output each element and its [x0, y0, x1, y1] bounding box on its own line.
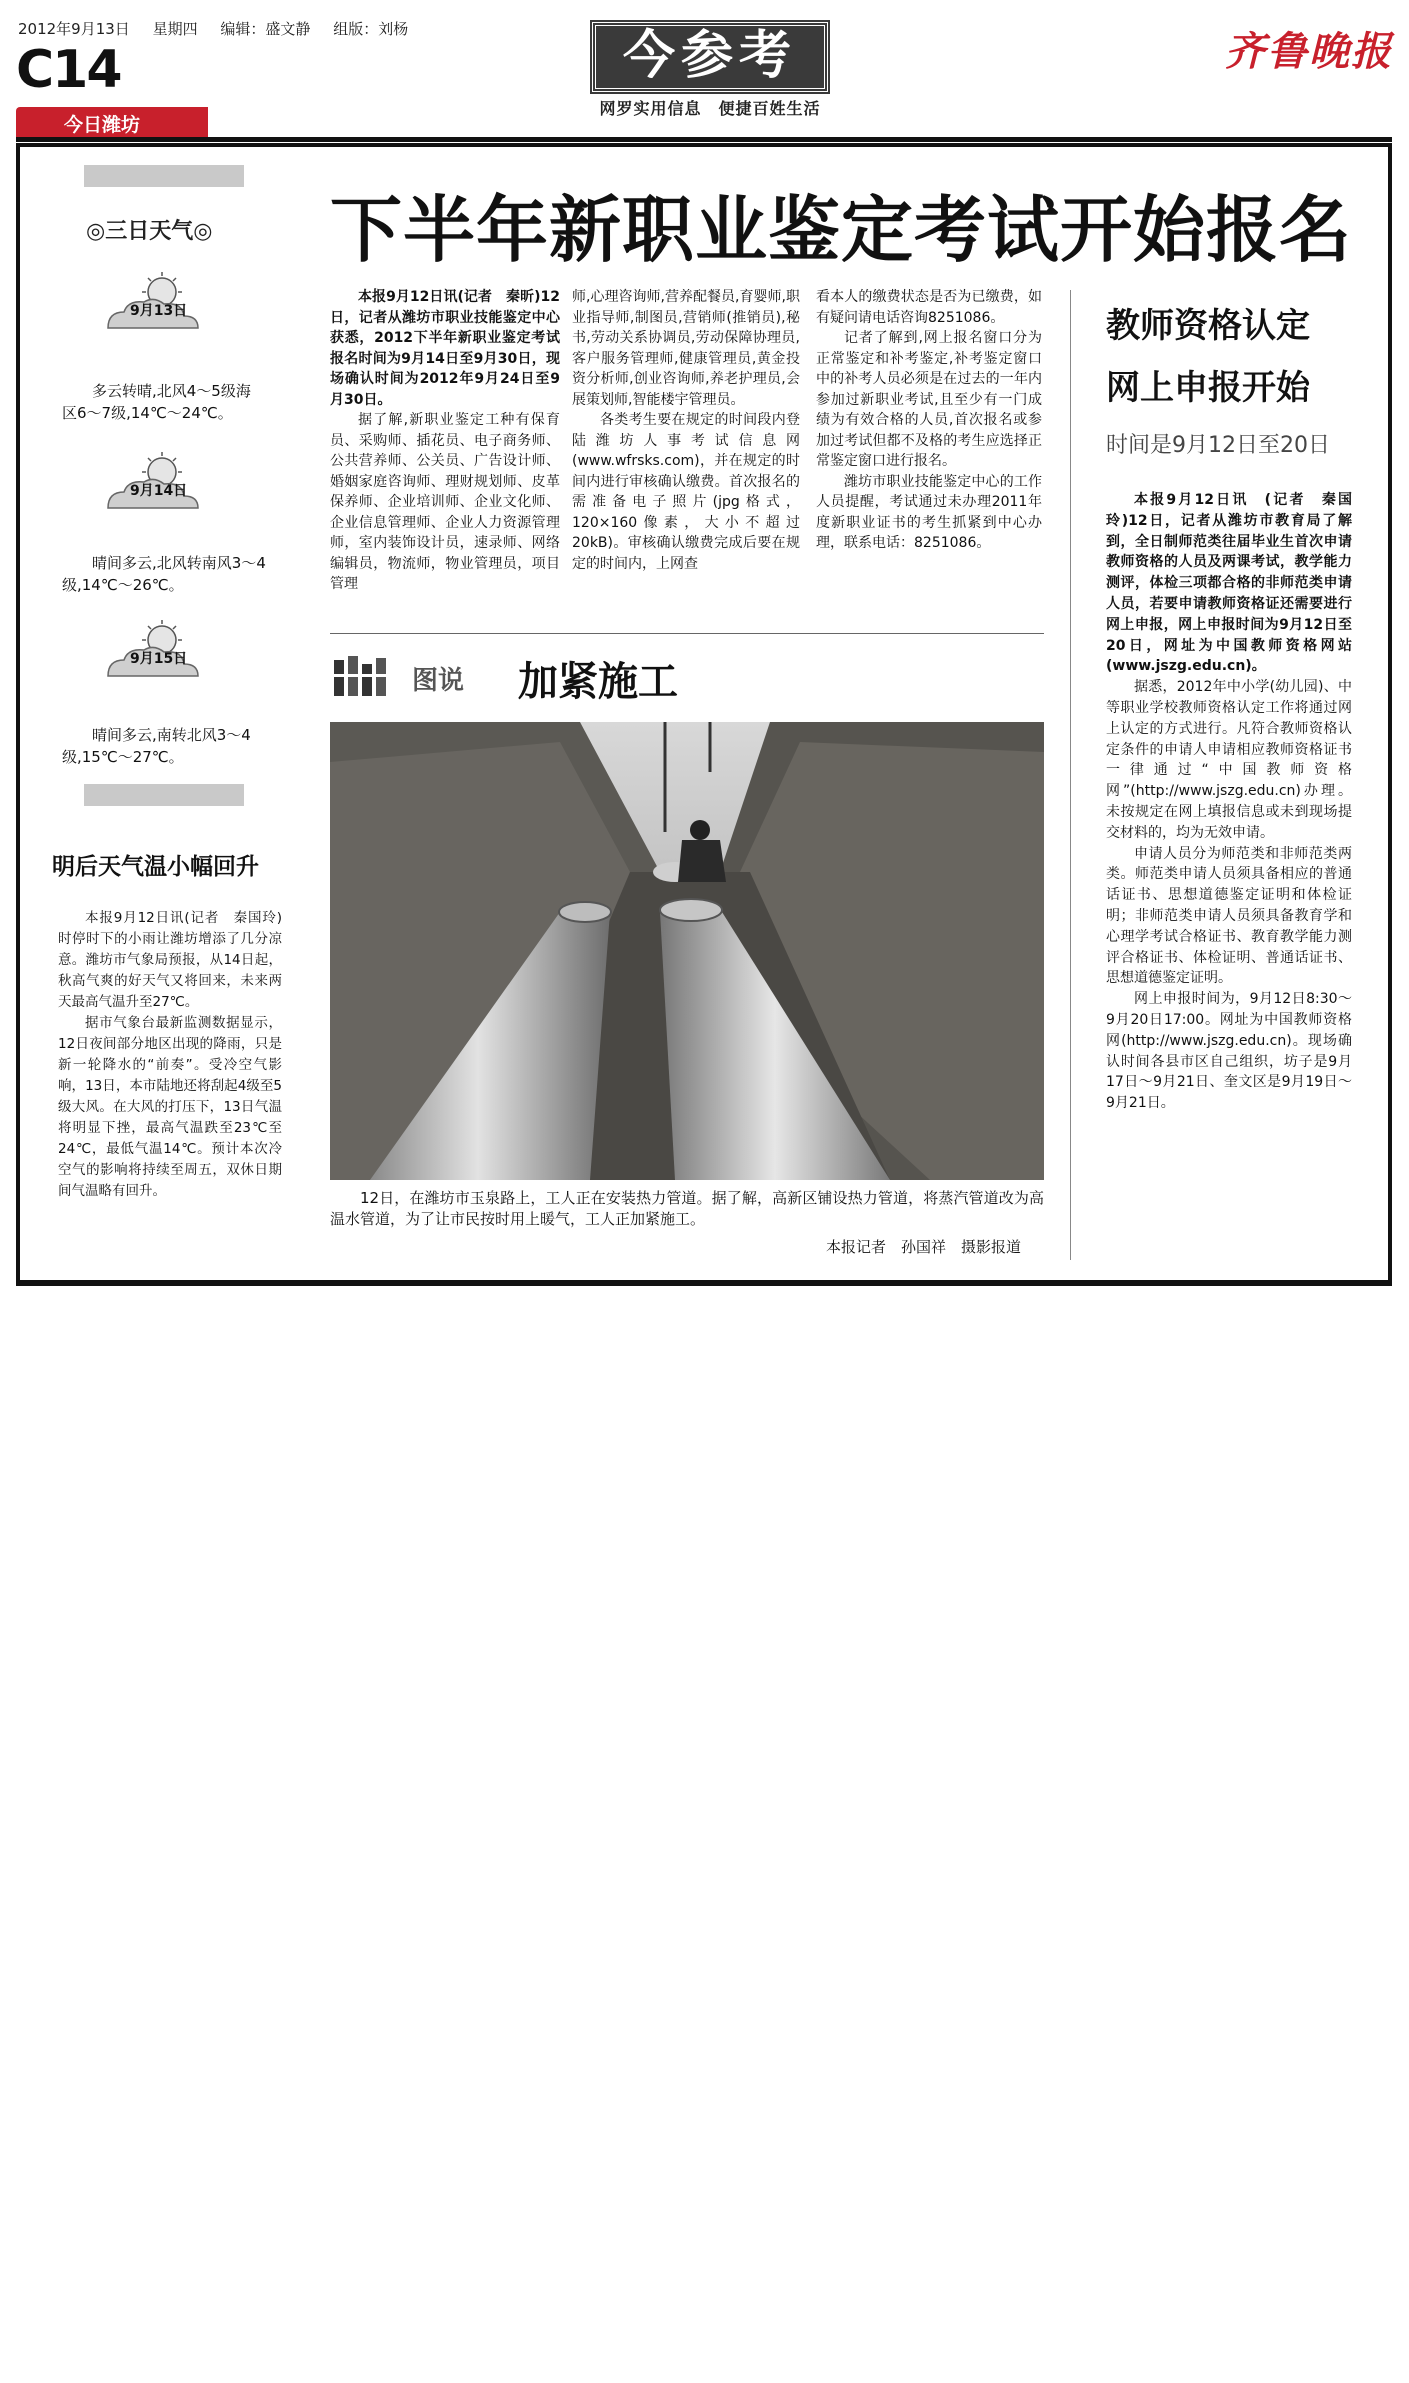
layout-credit: 组版：刘杨 — [333, 20, 409, 38]
main-story-paragraph-5: 看本人的缴费状态是否为已缴费，如有疑问请电话咨询8251086。 — [816, 289, 1042, 326]
weather-text-3: 晴间多云,南转北风3～4级,15℃～27℃。 — [62, 726, 251, 766]
camera-icon — [332, 652, 402, 700]
section-tab: 今日潍坊 — [16, 107, 208, 137]
weather-text-1: 多云转晴,北风4～5级海区6～7级,14℃～24℃。 — [62, 382, 251, 422]
weather-date-1: 9月13日 — [130, 303, 188, 319]
right-story-headline-1: 教师资格认定 — [1106, 306, 1310, 346]
issue-weekday: 星期四 — [152, 20, 198, 38]
page-number: C14 — [16, 40, 121, 100]
main-story-paragraph-3: 师,心理咨询师,营养配餐员,育婴师,职业指导师,制图员,营销师(推销员),秘书,劳动关系协调员,劳动保障协理员,客户服务管理师,健康管理员,黄金投资分析师,创业咨询师,养老护理员,会展策划师,智能楼宇管理员。 — [572, 289, 800, 408]
right-story-body — [1106, 490, 1352, 1114]
column-masthead — [592, 22, 828, 118]
right-story-subhead: 时间是9月12日至20日 — [1106, 433, 1330, 458]
editor-credit: 编辑：盛文静 — [220, 20, 311, 38]
weather-date-2: 9月14日 — [130, 483, 188, 499]
main-story-paragraph-1: 本报9月12日讯(记者 秦昕)12日，记者从潍坊市职业技能鉴定中心获悉，2012下半年新职业鉴定考试报名时间为9月14日至9月30日，现场确认时间为2012年9月24日至9月30日。 — [330, 289, 560, 408]
weather-day-1 — [102, 270, 208, 340]
main-story-paragraph-6: 记者了解到,网上报名窗口分为正常鉴定和补考鉴定,补考鉴定窗口中的补考人员必须是在过去的一年内参加过新职业考试,且至少有一门成绩为有效合格的人员,首次报名或参加过考试但都不及格的考生应选择正常鉴定窗口进行报名。 — [816, 330, 1042, 469]
header-rule — [16, 137, 1392, 142]
newspaper-logo: 齐鲁晚报 — [1225, 28, 1393, 75]
weather-text-2: 晴间多云,北风转南风3～4级,14℃～26℃。 — [62, 554, 266, 594]
photo-story-title: 加紧施工 — [518, 659, 678, 705]
page-header-meta — [18, 18, 426, 39]
main-story-col-3 — [816, 287, 1042, 554]
right-story-paragraph-3: 申请人员分为师范类和非师范类两类。师范类申请人员须具备相应的普通话证书、思想道德鉴定证明和体检证明；非师范类申请人员须具备教育学和心理学考试合格证书、教育教学能力测评合格证书、体检证明、普通话证书、思想道德鉴定证明。 — [1106, 845, 1352, 987]
section-divider — [330, 633, 1044, 634]
main-headline: 下半年新职业鉴定考试开始报名 — [330, 188, 1353, 272]
photo-caption: 12日，在潍坊市玉泉路上，工人正在安装热力管道。据了解，高新区铺设热力管道，将蒸汽管道改为高温水管道，为了让市民按时用上暖气，工人正加紧施工。 — [330, 1189, 1044, 1228]
right-story-paragraph-2: 据悉，2012年中小学(幼儿园)、中等职业学校教师资格认定工作将通过网上认定的方式进行。凡符合教师资格认定条件的申请人申请相应教师资格证书一律通过“中国教师资格网”(http://www.jszg.edu.cn)办理。未按规定在网上填报信息或未到现场提交材料的，均为无效申请。 — [1106, 679, 1352, 841]
right-story-paragraph-4: 网上申报时间为，9月12日8:30～9月20日17:00。网址为中国教师资格网(http://www.jszg.edu.cn)。现场确认时间各县市区自己组织，坊子是9月17日～9月21日、奎文区是9月19日～9月21日。 — [1106, 991, 1352, 1112]
sidebar-mid-bar — [84, 784, 244, 806]
right-story-paragraph-1: 本报9月12日讯 (记者 秦国玲)12日，记者从潍坊市教育局了解到，全日制师范类往届毕业生首次申请教师资格的人员及两课考试，教学能力测评，体检三项都合格的非师范类申请人员，若要申请教师资格证还需要进行网上申报，网上申报时间为9月12日至20日，网址为中国教师资格网站(www.jszg.edu.cn)。 — [1106, 492, 1352, 675]
weather-title: ◎三日天气◎ — [86, 219, 213, 244]
main-story-paragraph-2: 据了解,新职业鉴定工种有保育员、采购师、插花员、电子商务师、公共营养师、公关员、广告设计师、婚姻家庭咨询师、理财规划师、皮革保养师、企业培训师、企业文化师、企业信息管理师、企业人力资源管理师，室内装饰设计员，速录师、网络编辑员，物流师，物业管理员，项目管理 — [330, 412, 560, 592]
weather-date-3: 9月15日 — [130, 651, 188, 667]
weather-day-3 — [102, 618, 208, 688]
side-story-paragraph-2: 据市气象台最新监测数据显示，12日夜间部分地区出现的降雨，只是新一轮降水的“前奏”。受冷空气影响，13日，本市陆地还将刮起4级至5级大风。在大风的打压下，13日气温将明显下挫，最高气温跌至23℃至24℃，最低气温14℃。预计本次冷空气的影响将持续至周五，双休日期间气温略有回升。 — [58, 1015, 282, 1199]
side-story-paragraph-1: 本报9月12日讯(记者 秦国玲)时停时下的小雨让潍坊增添了几分凉意。潍坊市气象局预报，从14日起，秋高气爽的好天气又将回来，未来两天最高气温升至27℃。 — [58, 910, 282, 1010]
sidebar-top-bar — [84, 165, 244, 187]
weather-day-2 — [102, 450, 208, 520]
side-story-headline: 明后天气温小幅回升 — [52, 854, 259, 880]
side-story-body — [58, 908, 282, 1202]
photo-credit: 本报记者 孙国祥 摄影报道 — [826, 1238, 1022, 1256]
masthead-subtitle: 网罗实用信息 便捷百姓生活 — [599, 99, 821, 118]
main-story-col-1 — [330, 287, 560, 595]
main-story-col-2 — [572, 287, 800, 574]
main-story-paragraph-4: 各类考生要在规定的时间段内登陆潍坊人事考试信息网(www.wfrsks.com)，并在规定的时间内进行审核确认缴费。首次报名的需准备电子照片(jpg格式，120×160像素，大小不超过20kB)。审核确认缴费完成后要在规定的时间内，上网查 — [572, 412, 800, 572]
masthead-title: 今参考 — [592, 22, 828, 92]
right-story-headline-2: 网上申报开始 — [1106, 368, 1310, 408]
news-photo-pipes — [330, 722, 1044, 1180]
issue-date: 2012年9月13日 — [18, 20, 130, 38]
column-divider — [1070, 290, 1071, 1260]
main-story-paragraph-7: 潍坊市职业技能鉴定中心的工作人员提醒，考试通过未办理2011年度新职业证书的考生抓紧到中心办理，联系电话：8251086。 — [816, 473, 1042, 551]
photo-section-label: 图说 — [412, 666, 465, 696]
